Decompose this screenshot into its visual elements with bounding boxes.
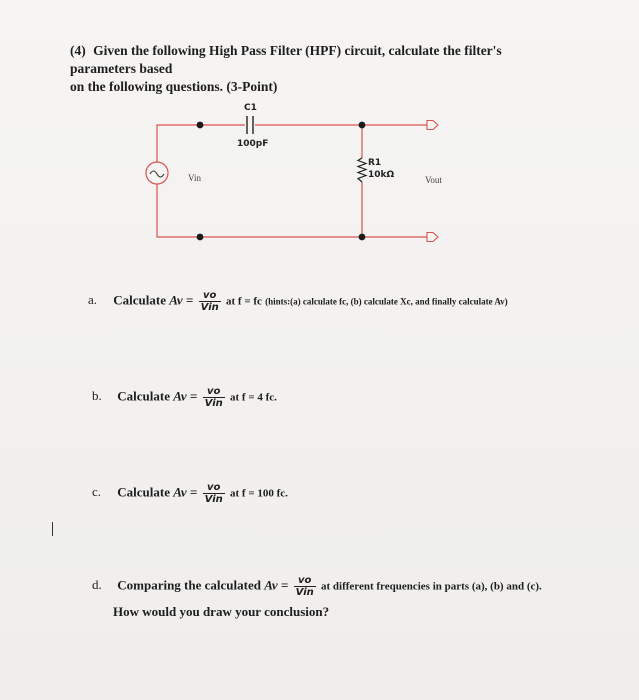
cap-value: 100pF bbox=[237, 139, 269, 149]
capacitor-c1 bbox=[247, 116, 253, 134]
part-b-label: b. bbox=[92, 388, 102, 404]
wire-bottom bbox=[157, 184, 427, 237]
part-a-label: a. bbox=[88, 292, 98, 308]
part-b-num: vo bbox=[203, 386, 225, 398]
res-name: R1 bbox=[368, 158, 382, 168]
part-b-fraction bbox=[203, 386, 225, 409]
part-b-prefix: Calculate bbox=[117, 388, 170, 404]
part-c-rest: at f = 100 fc. bbox=[230, 487, 288, 500]
part-b-den: Vin bbox=[204, 398, 223, 409]
part-a-hint: (hints:(a) calculate fc, (b) calculate Xc, and finally calculate Av) bbox=[265, 296, 508, 307]
part-c-num: vo bbox=[203, 482, 225, 494]
part-d-line2: How would you draw your conclusion? bbox=[113, 604, 330, 619]
cap-name: C1 bbox=[244, 103, 257, 113]
node-bottom-right bbox=[359, 234, 366, 241]
part-d bbox=[92, 575, 542, 598]
wire-top-left bbox=[157, 125, 245, 162]
part-d-label: d. bbox=[92, 577, 102, 593]
part-a-num: vo bbox=[199, 290, 221, 302]
question-number: (4) bbox=[70, 43, 86, 58]
part-d-eq: = bbox=[280, 577, 289, 593]
node-top-right bbox=[359, 122, 366, 129]
part-a-av: Av bbox=[169, 292, 183, 308]
part-d-den: Vin bbox=[295, 587, 314, 598]
part-c-fraction bbox=[203, 482, 225, 505]
output-port-top-icon bbox=[427, 121, 438, 130]
part-c bbox=[92, 482, 288, 505]
part-c-den: Vin bbox=[204, 494, 223, 505]
circuit-nodes bbox=[197, 122, 366, 241]
part-a-fraction bbox=[199, 290, 221, 313]
node-top-left bbox=[197, 122, 204, 129]
part-b bbox=[92, 386, 277, 409]
part-d-prefix: Comparing the calculated bbox=[117, 577, 261, 593]
part-c-prefix: Calculate bbox=[117, 484, 170, 500]
part-c-av: Av bbox=[173, 484, 187, 500]
question-points: (3-Point) bbox=[226, 79, 278, 94]
question-title-line1: Given the following High Pass Filter (HPF) circuit, calculate the filter's parameters based bbox=[70, 43, 502, 76]
part-a-prefix: Calculate bbox=[113, 292, 166, 308]
resistor-r1 bbox=[358, 158, 366, 182]
part-d-fraction bbox=[294, 575, 316, 598]
node-bottom-left bbox=[197, 234, 204, 241]
question-title-line2: on the following questions. bbox=[70, 79, 224, 94]
output-label: Vout bbox=[425, 175, 442, 185]
part-a-eq: = bbox=[185, 292, 194, 308]
part-a-den: Vin bbox=[200, 302, 219, 313]
part-c-label: c. bbox=[92, 484, 102, 500]
part-d-rest: at different frequencies in parts (a), (b) and (c). bbox=[321, 580, 542, 593]
part-c-eq: = bbox=[189, 484, 198, 500]
output-port-bottom-icon bbox=[427, 233, 438, 242]
cursor-bar bbox=[52, 522, 53, 536]
res-value: 10kΩ bbox=[368, 170, 395, 180]
part-d-av: Av bbox=[264, 577, 278, 593]
part-a-rest: at f = fc bbox=[226, 295, 262, 308]
part-b-eq: = bbox=[189, 388, 198, 404]
part-d-num: vo bbox=[294, 575, 316, 587]
part-b-rest: at f = 4 fc. bbox=[230, 391, 277, 404]
part-a bbox=[88, 290, 508, 313]
source-label: Vin bbox=[188, 173, 201, 183]
part-b-av: Av bbox=[173, 388, 187, 404]
